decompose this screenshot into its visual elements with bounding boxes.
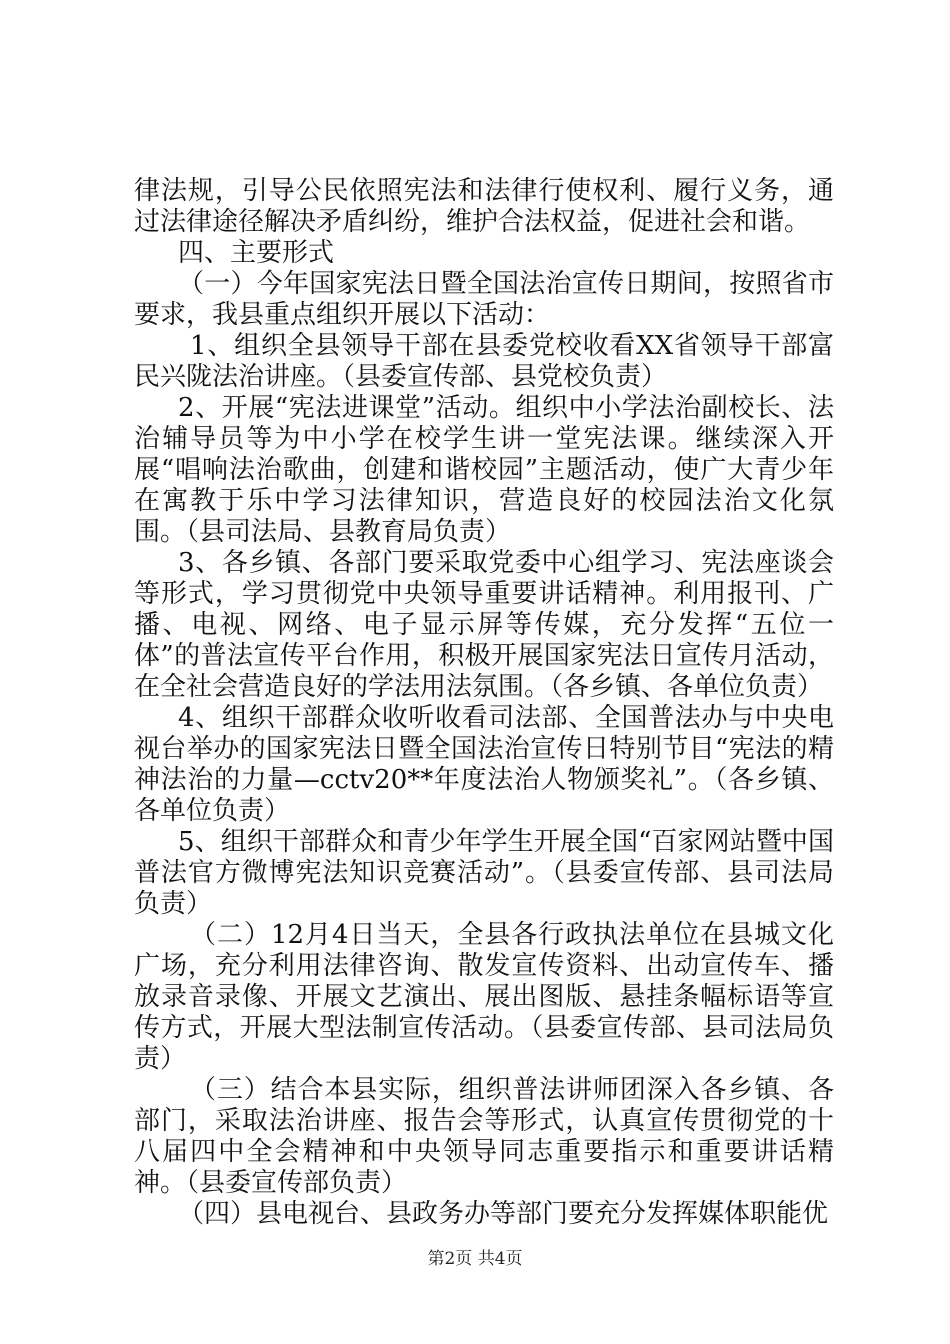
paragraph-subitem-3: 3、各乡镇、各部门要采取党委中心组学习、宪法座谈会等形式，学习贯彻党中央领导重要讲话精神。利用报刊、广播、电视、网络、电子显示屏等传媒，充分发挥“五位一体”的普法宣传平台作用，积极开展国家宪法日宣传月活动，在全社会营造良好的学法用法氛围。（各乡镇、各单位负责）: [134, 548, 834, 702]
paragraph-item-4: （四）县电视台、县政务办等部门要充分发挥媒体职能优: [178, 1199, 829, 1229]
paragraph-subitem-4: 4、组织干部群众收听收看司法部、全国普法办与中央电视台举办的国家宪法日暨全国法治宣传日特别节目“宪法的精神法治的力量—cctv20**年度法治人物颁奖礼”。（各乡镇、各单位负责）: [134, 703, 834, 826]
paragraph-subitem-2: 2、开展“宪法进课堂”活动。组织中小学法治副校长、法治辅导员等为中小学在校学生讲一堂宪法课。继续深入开展“唱响法治歌曲，创建和谐校园”主题活动，使广大青少年在寓教于乐中学习法律知识，营造良好的校园法治文化氛围。（县司法局、县教育局负责）: [134, 393, 834, 547]
paragraph-subitem-1: 1、组织全县领导干部在县委党校收看XX省领导干部富民兴陇法治讲座。（县委宣传部、县党校负责）: [134, 331, 834, 392]
paragraph-subitem-5: 5、组织干部群众和青少年学生开展全国“百家网站暨中国普法官方微博宪法知识竞赛活动”。（县委宣传部、县司法局负责）: [134, 827, 834, 919]
paragraph-item-3: （三）结合本县实际，组织普法讲师团深入各乡镇、各部门，采取法治讲座、报告会等形式，认真宣传贯彻党的十八届四中全会精神和中央领导同志重要指示和重要讲话精神。（县委宣传部负责）: [134, 1075, 834, 1198]
paragraph-item-1: （一）今年国家宪法日暨全国法治宣传日期间，按照省市要求，我县重点组织开展以下活动：: [134, 269, 834, 330]
paragraph-item-2: （二）12月4日当天，全县各行政执法单位在县城文化广场，充分利用法律咨询、散发宣传资料、出动宣传车、播放录音录像、开展文艺演出、展出图版、悬挂条幅标语等宣传方式，开展大型法制宣传活动。（县委宣传部、县司法局负责）: [134, 920, 834, 1074]
page-number-footer: 第2页 共4页: [427, 1249, 523, 1269]
section-heading: 四、主要形式: [178, 238, 335, 268]
document-body: [134, 176, 834, 1230]
paragraph-continuation: 律法规，引导公民依照宪法和法律行使权利、履行义务，通过法律途径解决矛盾纠纷，维护合法权益，促进社会和谐。: [134, 176, 834, 237]
